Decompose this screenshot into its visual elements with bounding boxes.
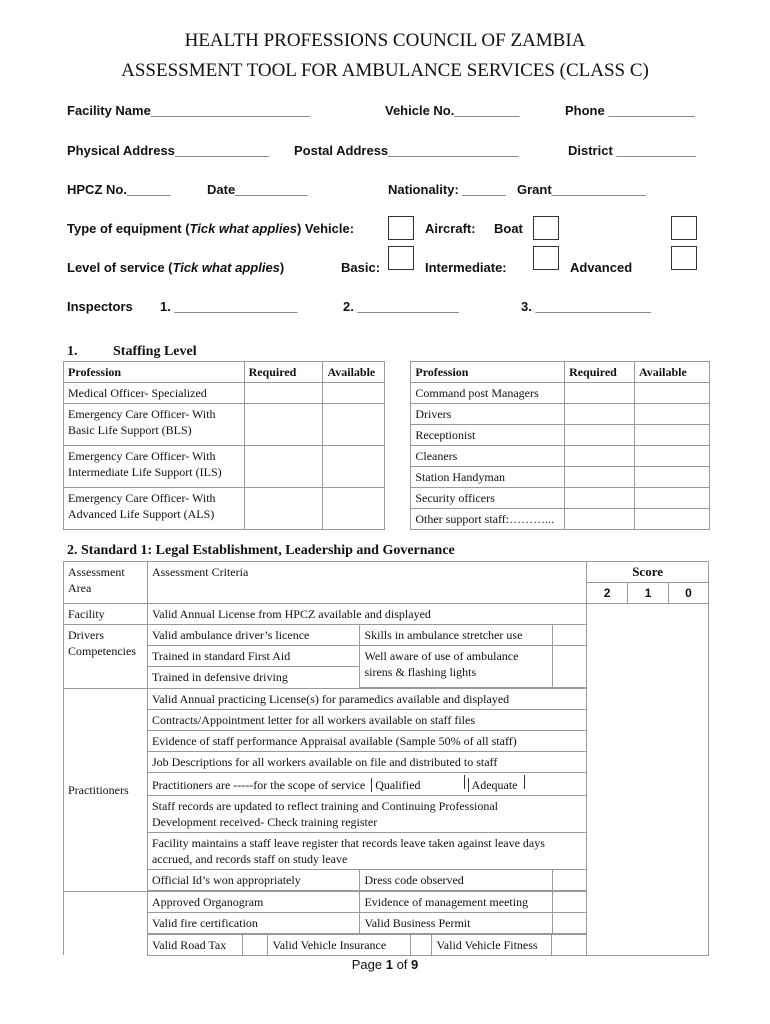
equipment-type-hint: Tick what applies — [189, 221, 297, 236]
criteria-leave-register — [147, 832, 586, 869]
staff-cell-input[interactable] — [635, 425, 710, 446]
qualified-checkbox[interactable] — [446, 775, 465, 789]
criteria-management-meeting: Evidence of management meeting — [360, 892, 553, 913]
service-level-label — [67, 260, 284, 275]
staff-command-post: Command post Managers — [411, 383, 565, 404]
vehicle-no-field[interactable]: Vehicle No._________ — [385, 103, 520, 118]
criteria-vehicle-fitness: Valid Vehicle Fitness — [432, 934, 552, 955]
area-drivers-line1: Drivers — [68, 628, 104, 642]
staff-eco-als-line1: Emergency Care Officer- With — [68, 491, 216, 505]
staff-cell-input[interactable] — [323, 404, 385, 446]
criteria-staff-records-line2: Development received- Check training register — [151, 814, 378, 829]
advanced-label: Advanced — [570, 260, 633, 275]
criteria-leave-line1: Facility maintains a staff leave register that records leave taken against leave days — [151, 835, 545, 850]
service-level-prefix: Level of service ( — [67, 260, 173, 275]
area-practitioners: Practitioners — [64, 688, 148, 891]
equipment-type-suffix: ) Vehicle: — [296, 221, 355, 236]
criteria-contracts: Contracts/Appointment letter for all workers available on staff files — [147, 709, 586, 730]
criteria-fire-cert: Valid fire certification — [148, 912, 360, 933]
staff-cell-input[interactable] — [565, 509, 635, 530]
staff-drivers: Drivers — [411, 404, 565, 425]
staff-eco-bls-line2: Basic Life Support (BLS) — [68, 423, 192, 437]
staff-cell-input[interactable] — [244, 446, 323, 488]
score-1: 1 — [628, 583, 669, 604]
boat-label: Boat — [494, 221, 523, 236]
grant-field[interactable]: Grant_____________ — [517, 182, 646, 197]
staff-cell-input[interactable] — [635, 509, 710, 530]
inspectors-label: Inspectors — [67, 299, 133, 314]
staff-cell-input[interactable] — [244, 488, 323, 530]
service-level-suffix: ) — [279, 260, 285, 275]
criteria-annual-license: Valid Annual License from HPCZ available and displayed — [147, 604, 586, 625]
criteria-defensive-driving: Trained in defensive driving — [148, 667, 360, 688]
equipment-type-label — [67, 221, 354, 236]
inspector-3-field[interactable]: 3. ________________ — [521, 299, 652, 314]
criteria-staff-records-line1: Staff records are updated to reflect training and Continuing Professional — [151, 798, 498, 813]
criteria-check-box[interactable] — [553, 912, 586, 933]
criteria-id-dress — [147, 869, 586, 890]
staff-cell-input[interactable] — [635, 404, 710, 425]
criteria-sirens-line1: Well aware of use of ambulance — [364, 649, 519, 663]
staff-cell-input[interactable] — [244, 383, 323, 404]
staff-cell-input[interactable] — [323, 446, 385, 488]
page-current: 1 — [385, 957, 393, 972]
staff-cell-input[interactable] — [635, 467, 710, 488]
staff-cell-input[interactable] — [635, 446, 710, 467]
criteria-staff-records — [147, 795, 586, 832]
criteria-adequate: Adequate — [468, 778, 518, 792]
criteria-check-box[interactable] — [553, 625, 586, 646]
staff-eco-ils — [64, 446, 245, 488]
nationality-field[interactable]: Nationality: ______ — [388, 182, 506, 197]
area-drivers-line2: Competencies — [68, 644, 136, 658]
criteria-check-box[interactable] — [553, 870, 586, 890]
hpcz-no-field[interactable]: HPCZ No.______ — [67, 182, 171, 197]
std-header-criteria: Assessment Criteria — [147, 562, 586, 604]
aircraft-checkbox[interactable] — [533, 216, 559, 240]
staff-cell-input[interactable] — [565, 404, 635, 425]
district-field[interactable]: District ___________ — [568, 143, 696, 158]
staffing-section-title: Staffing Level — [113, 344, 197, 359]
staff-handyman: Station Handyman — [411, 467, 565, 488]
drivers-criteria — [147, 625, 586, 689]
staff-header-required: Required — [244, 362, 323, 383]
staff-cell-input[interactable] — [565, 383, 635, 404]
score-entry-area[interactable] — [587, 604, 709, 956]
document-subtitle: ASSESSMENT TOOL FOR AMBULANCE SERVICES (CLASS C) — [121, 60, 649, 81]
standard1-section-title: 2. Standard 1: Legal Establishment, Leadership and Governance — [67, 543, 455, 558]
adequate-checkbox[interactable] — [524, 775, 525, 789]
staff-cell-input[interactable] — [323, 488, 385, 530]
std-header-area-line2: Area — [68, 581, 92, 595]
facility-name-field[interactable]: Facility Name______________________ — [67, 103, 310, 118]
staff-receptionist: Receptionist — [411, 425, 565, 446]
criteria-check-box[interactable] — [553, 646, 586, 688]
area-organisation — [64, 891, 148, 955]
staff-eco-bls-line1: Emergency Care Officer- With — [68, 407, 216, 421]
staff-cell-input[interactable] — [565, 425, 635, 446]
area-facility: Facility — [64, 604, 148, 625]
criteria-scope-text: Practitioners are -----for the scope of service — [151, 777, 366, 792]
staff-eco-ils-line2: Intermediate Life Support (ILS) — [68, 465, 222, 479]
criteria-qualified: Qualified — [371, 778, 420, 792]
page-number — [0, 957, 770, 972]
page-prefix: Page — [351, 957, 386, 972]
criteria-scope-of-service — [147, 772, 586, 795]
criteria-driver-licence: Valid ambulance driver’s licence — [148, 625, 360, 646]
page-total: 9 — [411, 957, 419, 972]
staff-cell-input[interactable] — [565, 488, 635, 509]
score-2: 2 — [587, 583, 628, 604]
standard1-table — [63, 561, 709, 956]
aircraft-label: Aircraft: — [425, 221, 476, 236]
score-0: 0 — [669, 583, 709, 604]
staff-cell-input[interactable] — [635, 383, 710, 404]
criteria-practicing-license: Valid Annual practicing License(s) for paramedics available and displayed — [147, 688, 586, 709]
staff-header-profession-right: Profession — [411, 362, 565, 383]
staff-cell-input[interactable] — [635, 488, 710, 509]
staff-cell-input[interactable] — [565, 467, 635, 488]
std-header-area-line1: Assessment — [68, 565, 125, 579]
criteria-check-box[interactable] — [243, 934, 268, 955]
inspector-2-field[interactable]: 2. ______________ — [343, 299, 459, 314]
area-drivers — [64, 625, 148, 689]
service-level-hint: Tick what applies — [172, 260, 280, 275]
criteria-dress-code: Dress code observed — [360, 870, 553, 890]
staffing-section-number: 1. — [67, 344, 78, 359]
criteria-check-box[interactable] — [411, 934, 432, 955]
criteria-road-tax: Valid Road Tax — [148, 934, 243, 955]
staff-header-profession: Profession — [64, 362, 245, 383]
basic-label: Basic: — [341, 260, 381, 275]
std-header-area — [64, 562, 148, 604]
staff-medical-officer: Medical Officer- Specialized — [64, 383, 245, 404]
criteria-first-aid: Trained in standard First Aid — [148, 646, 360, 667]
staff-cell-input[interactable] — [244, 404, 323, 446]
criteria-check-box[interactable] — [553, 892, 586, 913]
staff-header-available-right: Available — [635, 362, 710, 383]
document-title: HEALTH PROFESSIONS COUNCIL OF ZAMBIA — [184, 30, 586, 51]
org-criteria — [147, 891, 586, 955]
criteria-official-ids: Official Id’s won appropriately — [148, 870, 360, 890]
staff-cleaners: Cleaners — [411, 446, 565, 467]
criteria-sirens-line2: sirens & flashing lights — [364, 665, 477, 679]
staff-header-required-right: Required — [565, 362, 635, 383]
phone-field[interactable]: Phone ____________ — [565, 103, 696, 118]
vehicle-checkbox[interactable] — [388, 216, 414, 240]
boat-checkbox[interactable] — [671, 216, 697, 240]
criteria-vehicle-insurance: Valid Vehicle Insurance — [268, 934, 411, 955]
staff-spacer — [385, 362, 411, 530]
staff-eco-ils-line1: Emergency Care Officer- With — [68, 449, 216, 463]
staff-eco-als-line2: Advanced Life Support (ALS) — [68, 507, 215, 521]
inspector-1-field[interactable]: 1. _________________ — [160, 299, 298, 314]
staff-eco-als — [64, 488, 245, 530]
staff-security: Security officers — [411, 488, 565, 509]
basic-checkbox[interactable] — [388, 246, 414, 270]
intermediate-checkbox[interactable] — [533, 246, 559, 270]
criteria-sirens — [360, 646, 553, 688]
criteria-business-permit: Valid Business Permit — [360, 912, 553, 933]
staff-cell-input[interactable] — [323, 383, 385, 404]
intermediate-label: Intermediate: — [425, 260, 507, 275]
page-of: of — [392, 957, 412, 972]
criteria-leave-line2: accrued, and records staff on study leave — [151, 851, 348, 866]
std-header-score: Score — [587, 562, 709, 583]
criteria-check-box[interactable] — [552, 934, 586, 955]
physical-address-field[interactable]: Physical Address_____________ — [67, 143, 269, 158]
staffing-table — [63, 361, 710, 530]
equipment-type-prefix: Type of equipment ( — [67, 221, 190, 236]
postal-address-field[interactable]: Postal Address__________________ — [294, 143, 519, 158]
criteria-organogram: Approved Organogram — [148, 892, 360, 913]
criteria-job-descriptions: Job Descriptions for all workers available on file and distributed to staff — [147, 751, 586, 772]
date-field[interactable]: Date__________ — [207, 182, 308, 197]
criteria-appraisal: Evidence of staff performance Appraisal available (Sample 50% of all staff) — [147, 730, 586, 751]
staff-cell-input[interactable] — [565, 446, 635, 467]
staff-other: Other support staff:………... — [411, 509, 565, 530]
criteria-stretcher-skills: Skills in ambulance stretcher use — [360, 625, 553, 646]
advanced-checkbox[interactable] — [671, 246, 697, 270]
staff-eco-bls — [64, 404, 245, 446]
staff-header-available: Available — [323, 362, 385, 383]
